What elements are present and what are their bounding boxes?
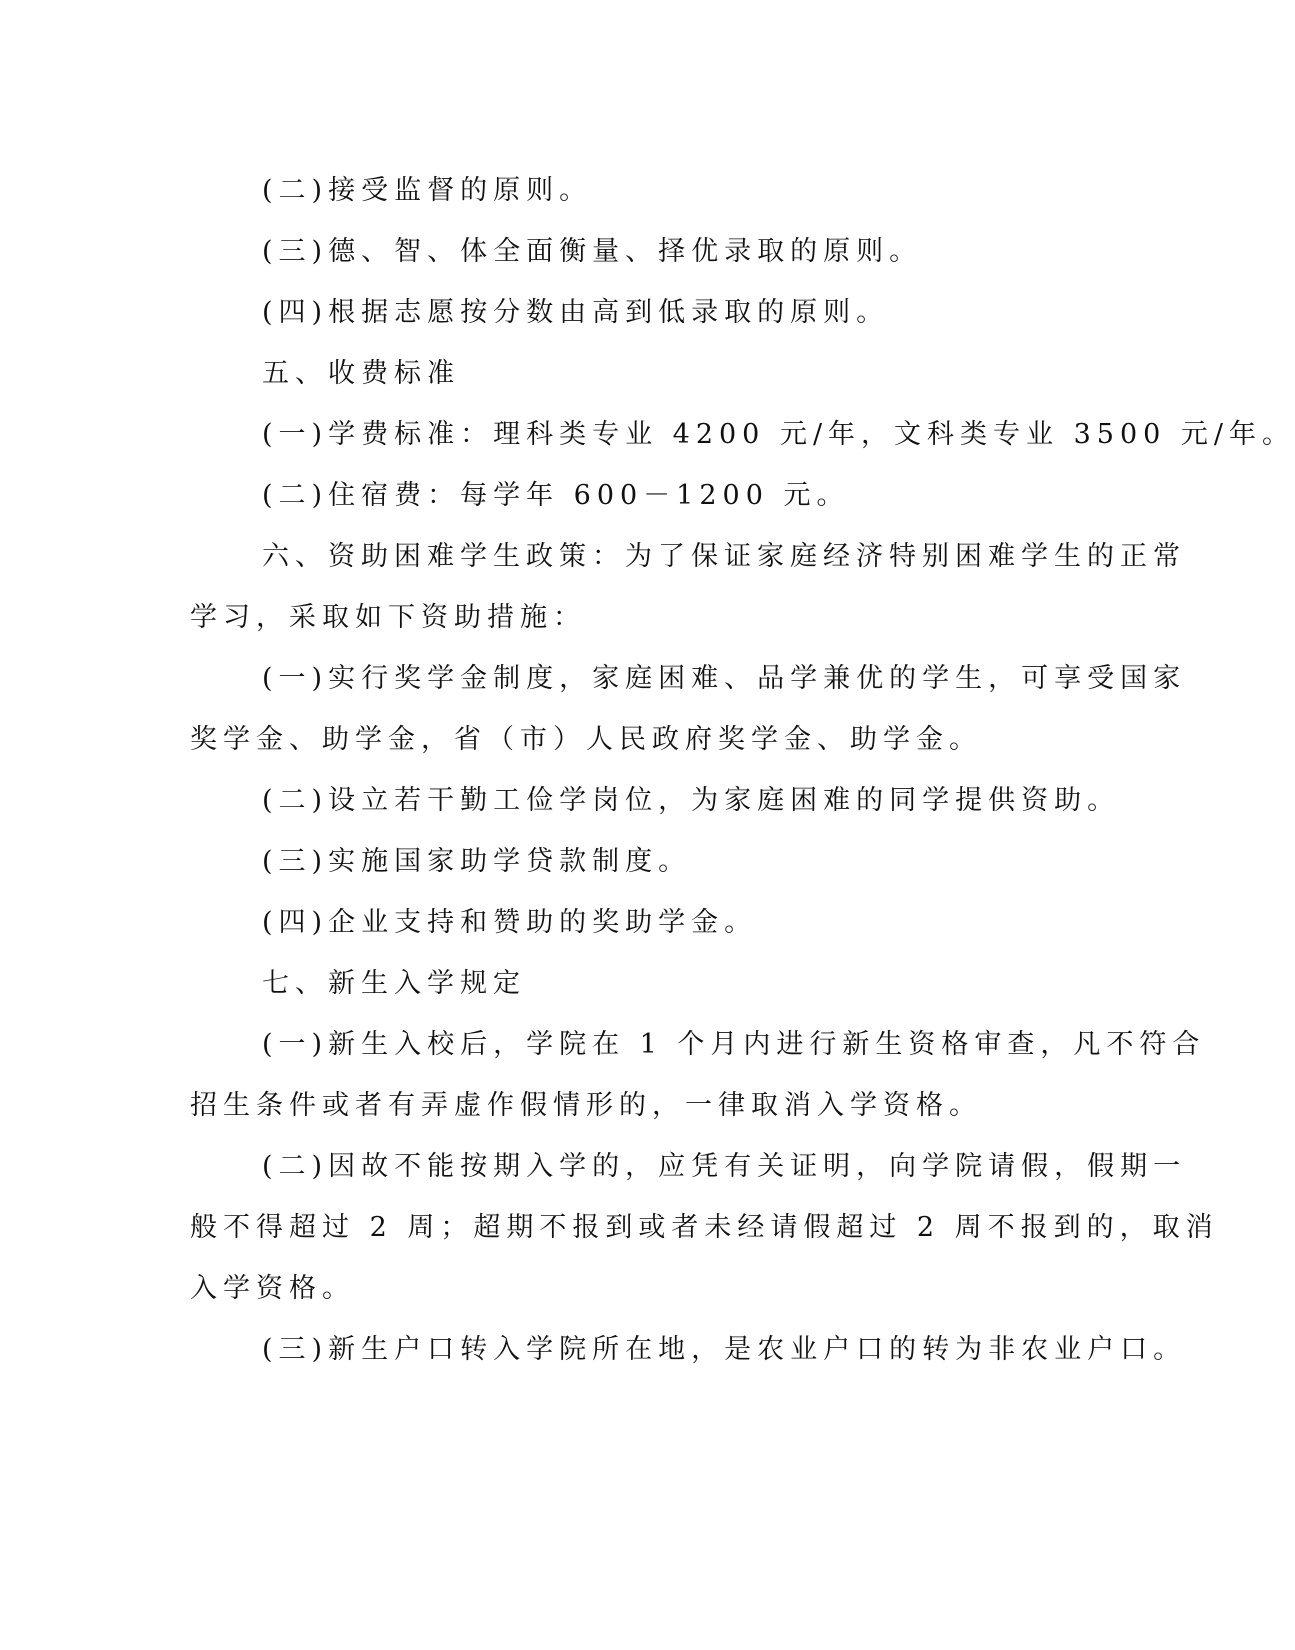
document-body — [190, 160, 1295, 1380]
text-line: 学习，采取如下资助措施： — [190, 602, 586, 633]
text-line: (三)实施国家助学贷款制度。 — [262, 846, 692, 877]
text-line: (三)德、智、体全面衡量、择优录取的原则。 — [262, 236, 923, 267]
section-heading: 六、资助困难学生政策：为了保证家庭经济特别困难学生的正常 — [262, 541, 1186, 572]
section-heading: 五、收费标准 — [262, 358, 460, 389]
text-line: (一)学费标准：理科类专业 4200 元/年，文科类专业 3500 元/年。 — [262, 419, 1295, 450]
text-line: (三)新生户口转入学院所在地，是农业户口的转为非农业户口。 — [262, 1334, 1187, 1365]
text-line: (四)企业支持和赞助的奖助学金。 — [262, 907, 758, 938]
text-line: (二)设立若干勤工俭学岗位，为家庭困难的同学提供资助。 — [262, 785, 1121, 816]
text-line: 奖学金、助学金，省（市）人民政府奖学金、助学金。 — [190, 724, 982, 755]
text-line: (一)实行奖学金制度，家庭困难、品学兼优的学生，可享受国家 — [262, 663, 1187, 694]
text-line: 招生条件或者有弄虚作假情形的，一律取消入学资格。 — [190, 1090, 982, 1121]
text-line: (二)因故不能按期入学的，应凭有关证明，向学院请假，假期一 — [262, 1151, 1187, 1182]
text-line: (二)住宿费：每学年 600－1200 元。 — [262, 480, 850, 511]
text-line: (四)根据志愿按分数由高到低录取的原则。 — [262, 297, 890, 328]
text-line: (一)新生入校后，学院在 1 个月内进行新生资格审查，凡不符合 — [262, 1029, 1206, 1060]
text-line: 般不得超过 2 周；超期不报到或者未经请假超过 2 周不报到的，取消 — [190, 1212, 1219, 1243]
section-heading: 七、新生入学规定 — [262, 968, 526, 999]
text-line: (二)接受监督的原则。 — [262, 175, 593, 206]
text-line: 入学资格。 — [190, 1273, 355, 1304]
